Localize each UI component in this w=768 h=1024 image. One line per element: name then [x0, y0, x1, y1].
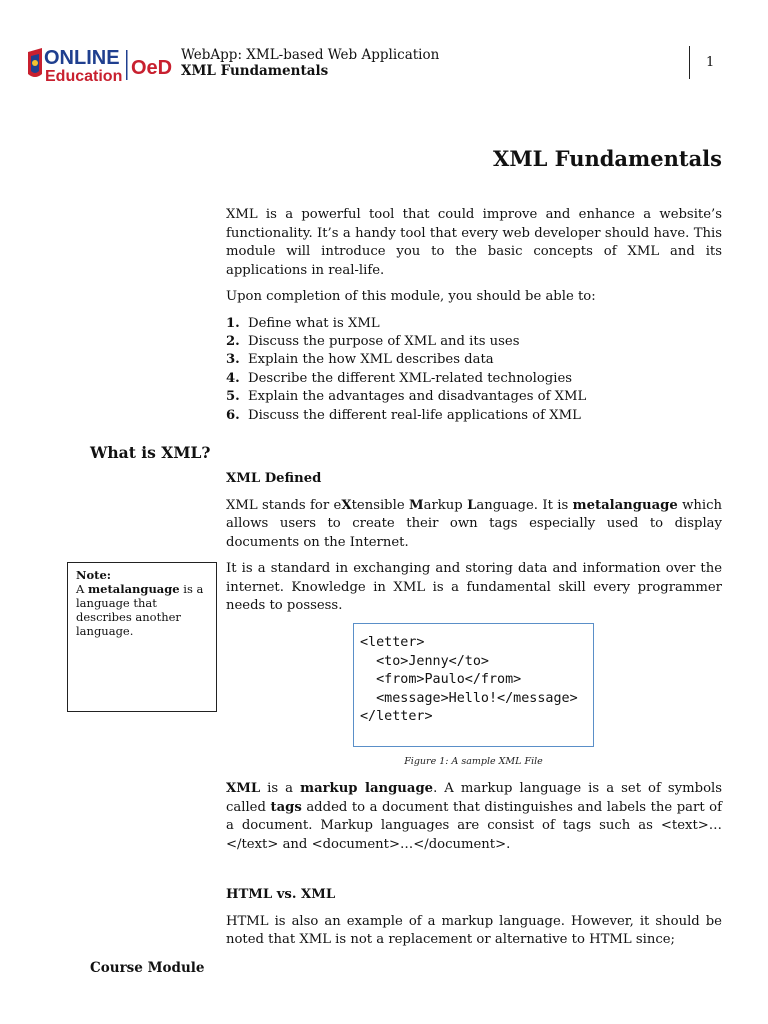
code-line: <from>Paulo</from>: [360, 672, 522, 688]
logo-oed-text: OeD: [131, 57, 173, 79]
code-line: <message>Hello!</message>: [360, 690, 578, 706]
list-item: 2. Discuss the purpose of XML and its uses: [226, 333, 520, 349]
header-module-title: XML Fundamentals: [181, 63, 329, 79]
xml-code-sample: [353, 623, 594, 747]
subheading-xml-defined: XML Defined: [226, 471, 322, 486]
section-heading-what-is-xml: What is XML?: [90, 443, 211, 462]
code-line: </letter>: [360, 709, 433, 725]
shield-emblem-icon: [28, 48, 42, 77]
intro-section: [226, 206, 722, 425]
header-divider: [689, 46, 690, 79]
xml-definition-paragraph: XML stands for eXtensible Markup Language. It is metalanguage which allows users to create their own tags especially used to display documents on the Internet.: [226, 497, 722, 550]
footer-course-module: Course Module: [90, 960, 205, 976]
markup-language-paragraph: XML is a markup language. A markup language is a set of symbols called tags added to a document that distinguishes and labels the part of a document. Markup languages are consist of tags such as <text>…</text> and <document>…</document>.: [226, 781, 722, 852]
list-item: 3. Explain the how XML describes data: [226, 352, 494, 368]
code-line: <to>Jenny</to>: [360, 653, 489, 669]
html-vs-xml-section: [226, 886, 722, 958]
xml-standard-paragraph: It is a standard in exchanging and storing data and information over the internet. Knowledge in XML is a fundamental skill every programmer needs to possess.: [226, 561, 722, 613]
header-subject: WebApp: XML-based Web Application: [181, 47, 440, 63]
logo-online-text: ONLINE: [44, 47, 120, 69]
page-number: 1: [706, 55, 715, 70]
online-education-logo: [24, 44, 174, 86]
header-text: [181, 47, 439, 79]
list-item: 4. Describe the different XML-related technologies: [226, 370, 573, 386]
note-box: [67, 562, 217, 712]
subheading-html-vs-xml: HTML vs. XML: [226, 887, 336, 902]
list-item: 1. Define what is XML: [226, 315, 380, 331]
code-line: <letter>: [360, 635, 425, 650]
list-item: 6. Discuss the different real-life applications of XML: [226, 407, 581, 423]
intro-paragraph: XML is a powerful tool that could improve and enhance a website’s functionality. It’s a handy tool that every web developer should have. This module will introduce you to the basic concepts of XML and its applications in real-life.: [226, 207, 722, 278]
list-item: 5. Explain the advantages and disadvantages of XML: [226, 389, 587, 405]
markup-language-section: [226, 780, 722, 862]
note-title: Note:: [76, 568, 112, 582]
objectives-lead: Upon completion of this module, you should be able to:: [226, 289, 596, 304]
note-text: A metalanguage is a language that describes another language.: [76, 582, 204, 638]
objectives-list: [226, 315, 722, 425]
document-title: XML Fundamentals: [493, 146, 722, 171]
logo-education-text: Education: [45, 68, 123, 85]
what-is-xml-section: [226, 470, 722, 624]
figure-caption: Figure 1: A sample XML File: [404, 756, 543, 767]
html-vs-xml-paragraph: HTML is also an example of a markup language. However, it should be noted that XML is not a replacement or alternative to HTML since;: [226, 913, 722, 947]
